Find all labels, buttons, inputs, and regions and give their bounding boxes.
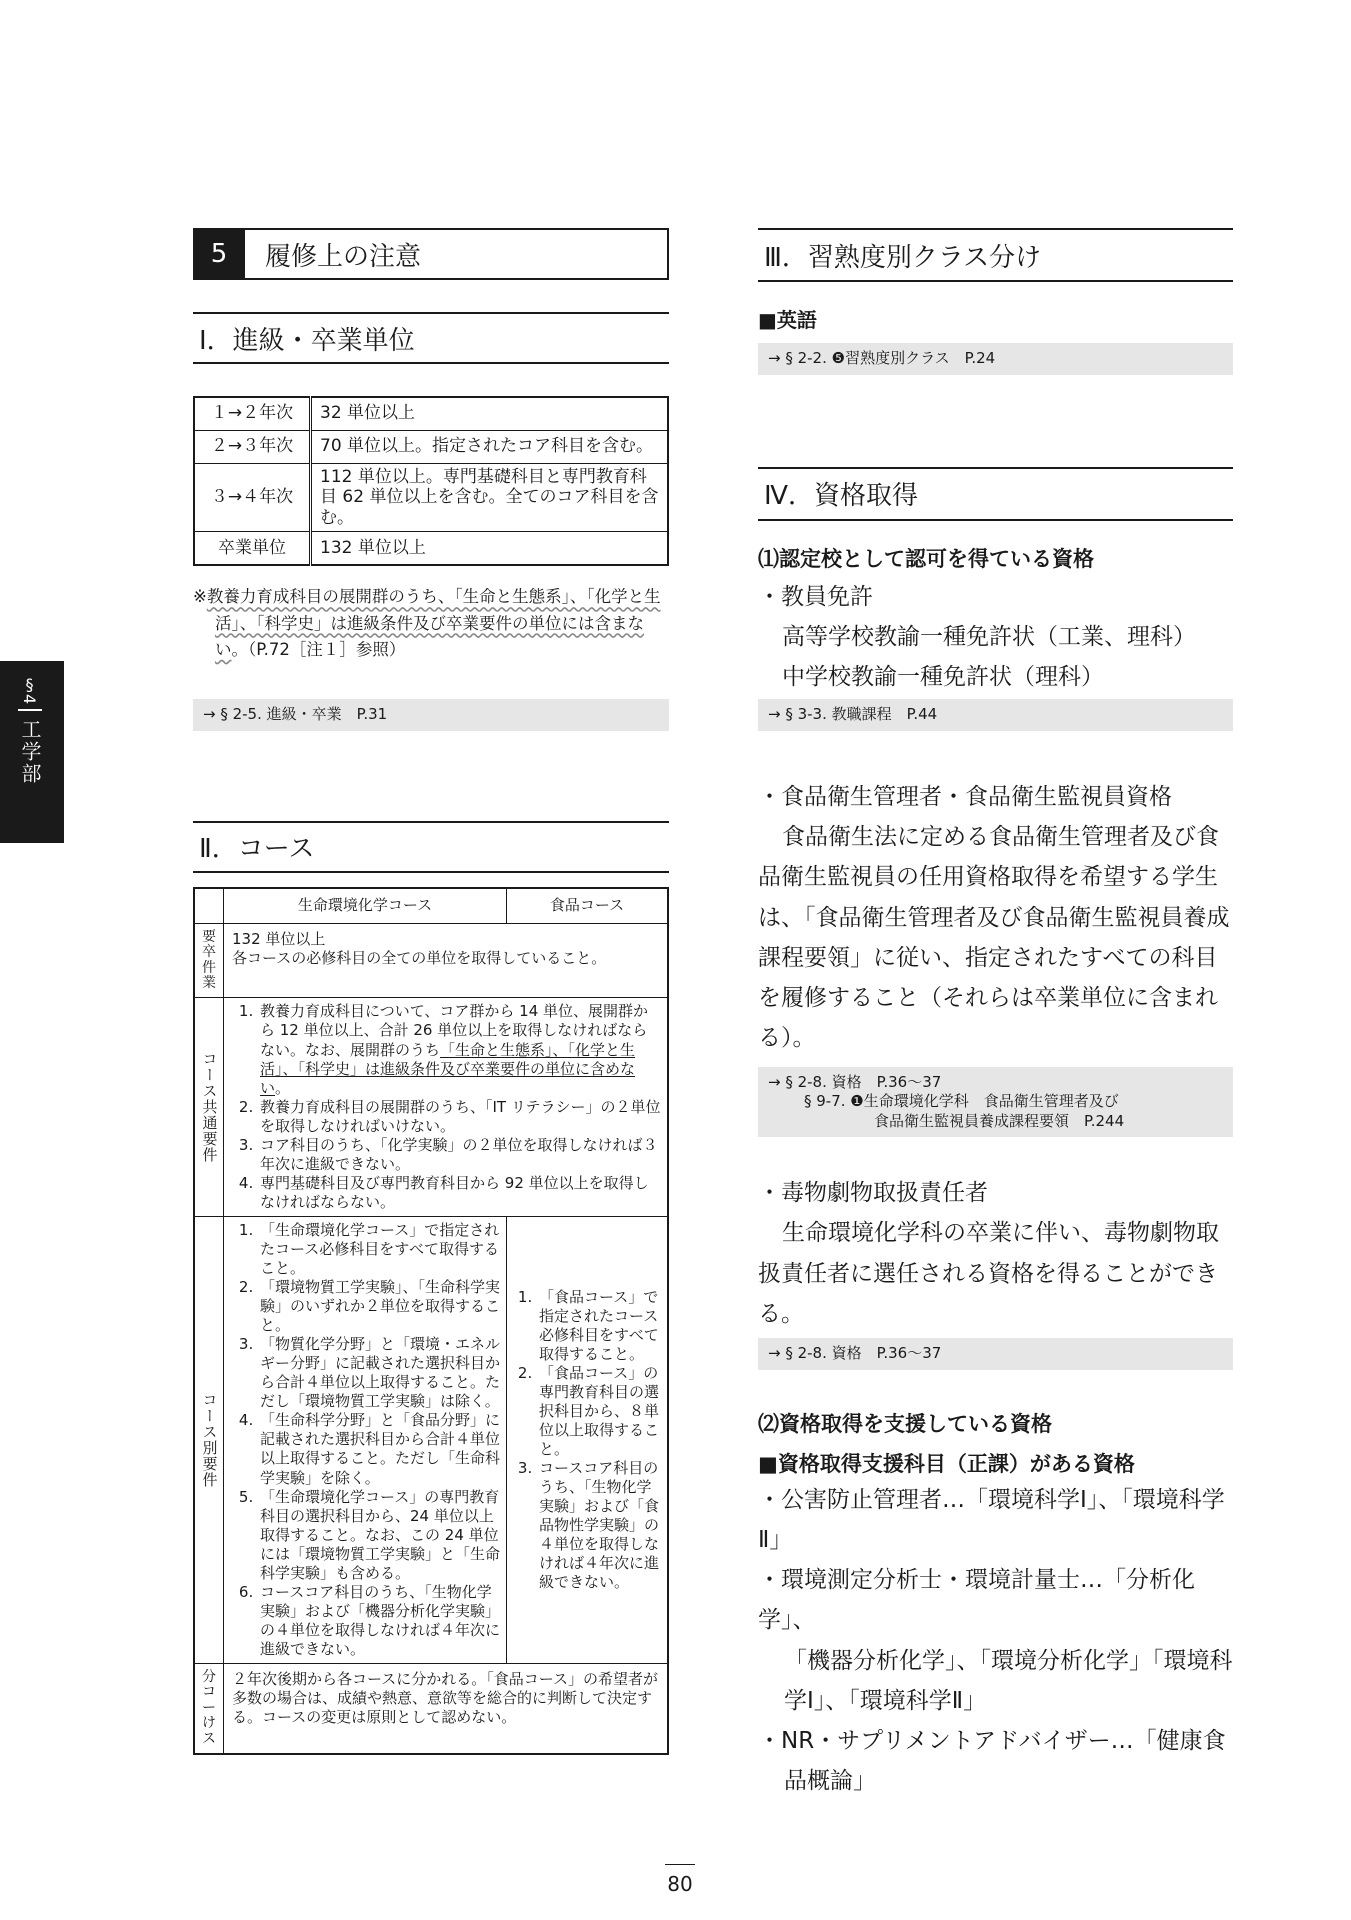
heading-proficiency: Ⅲ．習熟度別クラス分け <box>758 228 1233 282</box>
credit-label: ２→３年次 <box>194 431 311 464</box>
credit-label: １→２年次 <box>194 397 311 431</box>
list-item-continuation: 品概論」 <box>784 1768 876 1795</box>
side-tab-divider <box>18 709 42 711</box>
course-header-food: 食品コース <box>507 888 669 924</box>
credit-label: 卒業単位 <box>194 532 311 566</box>
teacher-license: ・教員免許 高等学校教諭一種免許状（工業、理科） 中学校教諭一種免許状（理科） <box>758 583 1196 690</box>
reference-link[interactable]: → § 2-5. 進級・卒業 P.31 <box>193 699 669 731</box>
row-label: 分コーけス <box>194 1664 224 1754</box>
life-course-requirements <box>224 1216 507 1663</box>
right-column <box>758 228 1233 1802</box>
list-item: ・NR・サプリメントアドバイザー…「健康食 <box>758 1728 1226 1754</box>
section5-header <box>193 228 669 280</box>
credits-table <box>193 396 669 566</box>
left-column <box>193 228 669 1755</box>
section-side-tab[interactable] <box>0 661 64 843</box>
support-heading: ■資格取得支援科目（正課）がある資格 <box>758 1451 1135 1476</box>
section5-number: 5 <box>193 228 245 280</box>
subheading-supported: ⑵資格取得を支援している資格 <box>758 1411 1052 1436</box>
support-list <box>758 1480 1233 1802</box>
common-requirements <box>224 998 669 1217</box>
reference-link-group[interactable]: → § 2-8. 資格 P.36～37 § 9-7. ❶生命環境化学科 食品衛生管理者及び 食品衛生監視員養成課程要領 P.244 <box>758 1067 1233 1138</box>
row-label: 要卒件業 <box>194 923 224 998</box>
course-division-text: ２年次後期から各コースに分かれる。「食品コース」の希望者が多数の場合は、成績や熱意、意欲等を総合的に判断して決定する。コースの変更は原則として認めない。 <box>224 1664 669 1754</box>
page-number: 80 <box>667 1872 693 1896</box>
reference-link[interactable]: → § 2-2. ❺習熟度別クラス P.24 <box>758 343 1233 375</box>
side-tab-name: 工学部 <box>18 719 42 785</box>
list-item-continuation: 「機器分析化学」、「環境分析化学」「環境科学Ⅰ」、「環境科学Ⅱ」 <box>784 1647 1233 1714</box>
credit-value: 112 単位以上。専門基礎科目と専門教育科目 62 単位以上を含む。全てのコア科目を含む。 <box>311 464 669 532</box>
credit-label: ３→４年次 <box>194 464 311 532</box>
table-row <box>194 888 668 924</box>
reference-link[interactable]: → § 3-3. 教職課程 P.44 <box>758 699 1233 731</box>
side-tab-section: §4 <box>20 675 39 705</box>
list-item: 1. 「食品コース」で指定されたコース必修科目をすべて取得すること。 <box>537 1288 661 1364</box>
food-course-requirements <box>507 1216 669 1663</box>
section5-title: 履修上の注意 <box>265 241 422 272</box>
list-item: ・環境測定分析士・環境計量士…「分析化学」、 <box>758 1567 1195 1634</box>
course-table <box>193 887 669 1755</box>
graduation-requirement: 132 単位以上 各コースの必修科目の全ての単位を取得していること。 <box>224 923 669 998</box>
list-item: 2. 「環境物質工学実験」、「生命科学実験」のいずれか２単位を取得すること。 <box>258 1278 500 1335</box>
row-label: コース別要件 <box>194 1216 224 1663</box>
table-row <box>194 1216 668 1663</box>
footer-divider <box>665 1864 695 1865</box>
list-item: 3. コア科目のうち、「化学実験」の２単位を取得しなければ３年次に進級できない。 <box>258 1136 661 1174</box>
subheading-certified: ⑴認定校として認可を得ている資格 <box>758 546 1094 571</box>
list-item: ・公害防止管理者…「環境科学Ⅰ」、「環境科学Ⅱ」 <box>758 1486 1225 1553</box>
poison-section: ・毒物劇物取扱責任者 生命環境化学科の卒業に伴い、毒物劇物取扱責任者に選任される資格を得ることができる。 <box>758 1180 1219 1327</box>
list-item: 2. 教養力育成科目の展開群のうち、「IT リテラシー」の２単位を取得しなければいけない。 <box>258 1098 661 1136</box>
list-item: 3. コースコア科目のうち、「生物化学実験」および「食品物性学実験」の４単位を取得しなければ４年次に進級できない。 <box>537 1459 661 1592</box>
credit-value: 70 単位以上。指定されたコア科目を含む。 <box>311 431 669 464</box>
table-row <box>194 923 668 998</box>
heading-qualifications: Ⅳ．資格取得 <box>758 467 1233 521</box>
note-ref: 。（P.72［注１］参照） <box>231 639 406 659</box>
table-row <box>194 998 668 1217</box>
list-item: 3. 「物質化学分野」と「環境・エネルギー分野」に記載された選択科目から合計４単位以上取得すること。ただし「環境物質工学実験」は除く。 <box>258 1335 500 1411</box>
table-row <box>194 397 668 431</box>
list-item: 4. 「生命科学分野」と「食品分野」に記載された選択科目から合計４単位以上取得すること。ただし「生命科学実験」を除く。 <box>258 1411 500 1487</box>
list-item: 6. コースコア科目のうち、「生物化学実験」および「機器分析化学実験」の４単位を取得しなければ４年次に進級できない。 <box>258 1583 500 1659</box>
table-row <box>194 431 668 464</box>
list-item: 1. 教養力育成科目について、コア群から 14 単位、展開群から 12 単位以上、合計 26 単位以上を取得しなければならない。なお、展開群のうち「生命と生態系」、「化学と生活」、「科学史」は進級条件及び卒業要件の単位に含めない。 <box>258 1002 661 1097</box>
table-row <box>194 532 668 566</box>
row-label: コース共通要件 <box>194 998 224 1217</box>
list-item: 1. 「生命環境化学コース」で指定されたコース必修科目をすべて取得すること。 <box>258 1221 500 1278</box>
heading-course: Ⅱ．コース <box>193 821 669 873</box>
food-hygiene-section: ・食品衛生管理者・食品衛生監視員資格 食品衛生法に定める食品衛生管理者及び食品衛生監視員の任用資格取得を希望する学生は、「食品衛生管理者及び食品衛生監視員養成課程要領」に従い、指定されたすべての科目を履修すること（それらは卒業単位に含まれる）。 <box>758 783 1230 1052</box>
list-item: 5. 「生命環境化学コース」の専門教育科目の選択科目から、24 単位以上取得すること。なお、この 24 単位には「環境物質工学実験」と「生命科学実験」も含める。 <box>258 1488 500 1583</box>
note-text: 教養力育成科目の展開群のうち、「生命と生態系」、「化学と生活」、「科学史」は進級条件及び卒業要件の単位には含まない <box>206 587 661 659</box>
note-mark: ※ <box>193 587 207 607</box>
reference-link[interactable]: → § 2-8. 資格 P.36～37 <box>758 1338 1233 1370</box>
heading-credits: Ⅰ．進級・卒業単位 <box>193 312 669 364</box>
list-item: 2. 「食品コース」の専門教育科目の選択科目から、８単位以上取得すること。 <box>537 1364 661 1459</box>
credits-note <box>193 584 669 663</box>
credit-value: 132 単位以上 <box>311 532 669 566</box>
table-row <box>194 464 668 532</box>
credit-value: 32 単位以上 <box>311 397 669 431</box>
english-heading: ■英語 <box>758 308 817 332</box>
table-row <box>194 1664 668 1754</box>
course-header-life: 生命環境化学コース <box>224 888 507 924</box>
list-item: 4. 専門基礎科目及び専門教育科目から 92 単位以上を取得しなければならない。 <box>258 1174 661 1212</box>
